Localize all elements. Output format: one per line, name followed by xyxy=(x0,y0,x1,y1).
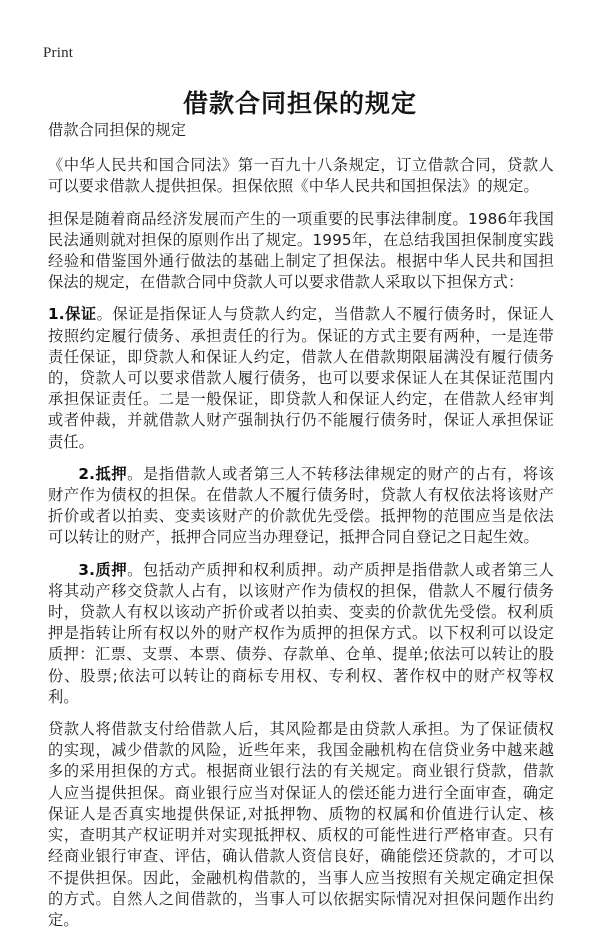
p-background xyxy=(48,209,554,294)
p-item-3-pledge-term: 3.质押 xyxy=(78,560,128,579)
document-body xyxy=(48,120,554,931)
paragraph-list xyxy=(48,155,554,931)
p-item-1-guarantee-term: 1.保证 xyxy=(48,305,97,324)
p-item-1-guarantee xyxy=(48,304,554,452)
p-item-2-mortgage-term: 2.抵押 xyxy=(78,464,128,483)
print-link[interactable]: Print xyxy=(43,45,74,61)
p-item-2-mortgage-text: 。是指借款人或者第三人不转移法律规定的财产的占有，将该财产作为债权的担保。在借款人不履行债务时，贷款人有权依法将该财产折价或者以拍卖、变卖该财产的价款优先受偿。抵押物的范围应当是依法可以转让的财产，抵押合同应当办理登记，抵押合同自登记之日起生效。 xyxy=(48,464,554,547)
p-law-reference xyxy=(48,155,554,197)
p-item-2-mortgage xyxy=(48,464,554,549)
page-title: 借款合同担保的规定 xyxy=(182,88,417,118)
p-item-3-pledge-text: 。包括动产质押和权利质押。动产质押是指借款人或者第三人将其动产移交贷款人占有，以该财产作为债权的担保，借款人不履行债务时，贷款人有权以该动产折价或者以拍卖、变卖的价款优先受偿。权利质押是指转让所有权以外的财产权作为质押的担保方式。以下权利可以设定质押：汇票、支票、本票、债券、存款单、仓单、提单;依法可以转让的股份、股票;依法可以转让的商标专用权、专利权、著作权中的财产权等权利。 xyxy=(48,560,554,706)
p-conclusion xyxy=(48,719,554,931)
p-conclusion-text: 贷款人将借款支付给借款人后，其风险都是由贷款人承担。为了保证债权的实现，减少借款的风险，近些年来，我国金融机构在信贷业务中越来越多的采用担保的方式。根据商业银行法的有关规定。商业银行贷款，借款人应当提供担保。商业银行应当对保证人的偿还能力进行全面审查，确定保证人是否真实地提供保证,对抵押物、质物的权属和价值进行认定、核实，查明其产权证明并对实现抵押权、质权的可能性进行严格审查。只有经商业银行审查、评估，确认借款人资信良好，确能偿还贷款的，才可以不提供担保。因此，金融机构借款的，当事人应当按照有关规定确定担保的方式。自然人之间借款的，当事人可以依据实际情况对担保问题作出约定。 xyxy=(48,720,554,929)
p-item-3-pledge xyxy=(48,560,554,708)
document-subtitle: 借款合同担保的规定 xyxy=(48,121,187,139)
p-background-text: 担保是随着商品经济发展而产生的一项重要的民事法律制度。1986年我国民法通则就对担保的原则作出了规定。1995年，在总结我国担保制度实践经验和借鉴国外通行做法的基础上制定了担保法。根据中华人民共和国担保法的规定，在借款合同中贷款人可以要求借款人采取以下担保方式： xyxy=(48,209,554,292)
p-law-reference-text: 《中华人民共和国合同法》第一百九十八条规定，订立借款合同，贷款人可以要求借款人提供担保。担保依照《中华人民共和国担保法》的规定。 xyxy=(48,156,554,196)
p-item-1-guarantee-text: 。保证是指保证人与贷款人约定，当借款人不履行债务时，保证人按照约定履行债务、承担责任的行为。保证的方式主要有两种，一是连带责任保证，即贷款人和保证人约定，借款人在借款期限届满没有履行债务的，贷款人可以要求借款人履行债务，也可以要求保证人在其保证范围内承担保证责任。二是一般保证，即贷款人和保证人约定，在借款人经审判或者仲裁，并就借款人财产强制执行仍不能履行债务时，保证人承担保证责任。 xyxy=(48,305,554,451)
